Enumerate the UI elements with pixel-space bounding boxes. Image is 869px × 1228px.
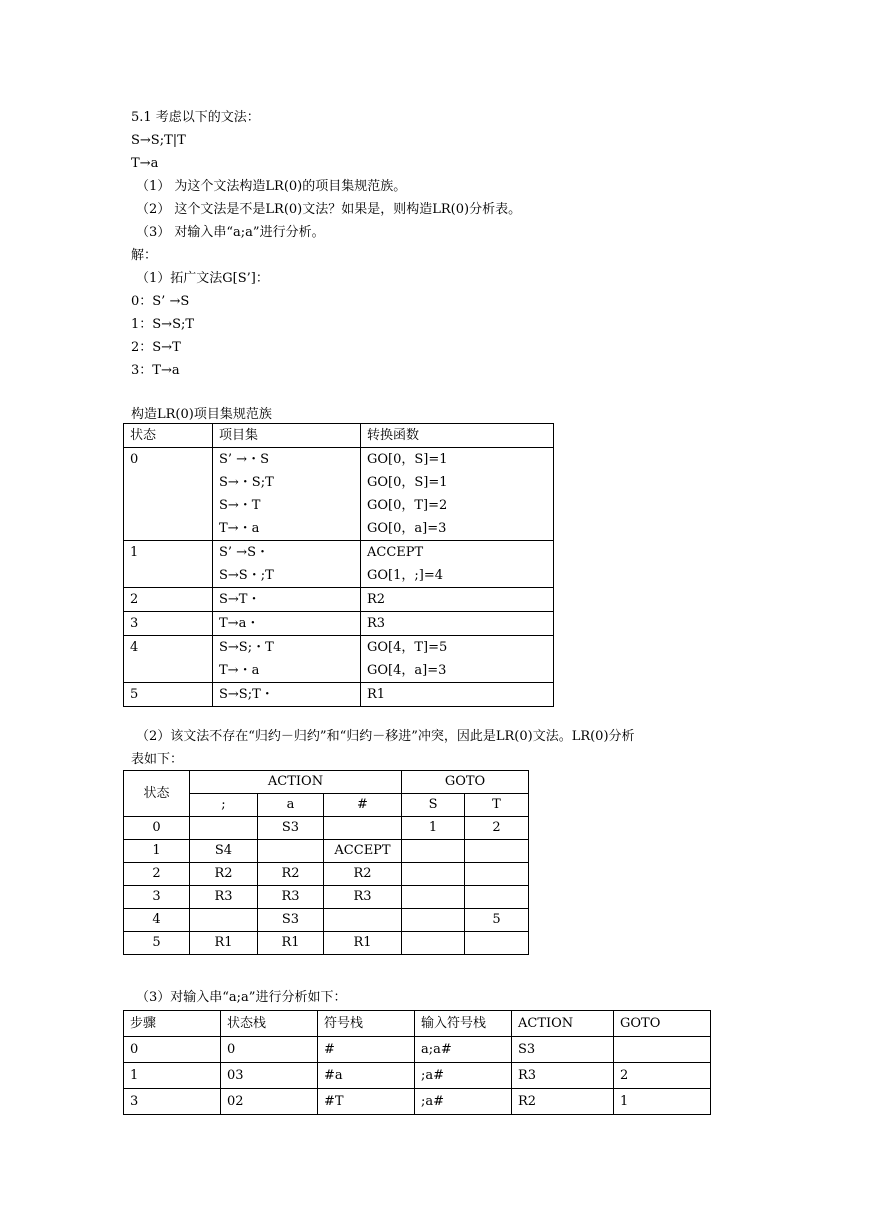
grammar-rule: T→a: [131, 156, 159, 171]
transition: GO[0，S]=1: [367, 452, 448, 467]
table-cell: #T: [318, 1089, 415, 1115]
state-cell: 3: [124, 612, 213, 636]
header-cell: 状态栈: [221, 1011, 318, 1037]
column-header: S: [402, 794, 465, 817]
table-cell: 4: [124, 909, 190, 932]
table-row: [124, 588, 554, 612]
header-cell: 状态: [124, 424, 213, 448]
header-cell: 输入符号栈: [415, 1011, 512, 1037]
table-cell: ;a#: [415, 1089, 512, 1115]
transition: R2: [361, 588, 554, 612]
table-cell: [465, 886, 529, 909]
transition-cell: [361, 448, 554, 541]
header-cell: 符号栈: [318, 1011, 415, 1037]
table-cell: S4: [190, 840, 258, 863]
table-cell: 0: [124, 817, 190, 840]
table-cell: a;a#: [415, 1037, 512, 1063]
table-cell: R2: [258, 863, 324, 886]
item: S→S;・T: [219, 640, 274, 655]
table-cell: ;a#: [415, 1063, 512, 1089]
table-cell: 0: [221, 1037, 318, 1063]
table-cell: 1: [124, 840, 190, 863]
grammar-rule: S→S;T|T: [131, 133, 186, 148]
table-row: [124, 1089, 711, 1115]
table-cell: R2: [512, 1089, 614, 1115]
table-row: [124, 636, 554, 683]
parse-trace-table: [123, 1010, 711, 1115]
goto-header: GOTO: [402, 771, 529, 794]
item: S→T・: [213, 588, 361, 612]
lr0-analysis-table: [123, 770, 529, 955]
action-header: ACTION: [190, 771, 402, 794]
question-2: （2） 这个文法是不是LR(0)文法？如果是，则构造LR(0)分析表。: [136, 202, 522, 217]
table-cell: 5: [124, 932, 190, 955]
table-cell: [465, 932, 529, 955]
table-cell: [324, 817, 402, 840]
header-cell: ACTION: [512, 1011, 614, 1037]
table-cell: S3: [258, 909, 324, 932]
table-cell: 03: [221, 1063, 318, 1089]
analysis-paragraph-cont: 表如下：: [131, 752, 184, 767]
table-cell: [465, 840, 529, 863]
itemsets-table: [123, 423, 554, 707]
header-cell: 转换函数: [361, 424, 554, 448]
transition: ACCEPT: [367, 545, 424, 560]
table-cell: ACCEPT: [324, 840, 402, 863]
transition: GO[0，a]=3: [367, 521, 447, 536]
table-header-row: [124, 1011, 711, 1037]
table-cell: 5: [465, 909, 529, 932]
item: T→・a: [219, 521, 260, 536]
table-row: [124, 886, 529, 909]
transition-cell: [361, 541, 554, 588]
column-header: #: [324, 794, 402, 817]
table-cell: 2: [465, 817, 529, 840]
state-cell: 2: [124, 588, 213, 612]
transition: GO[0，S]=1: [367, 475, 448, 490]
solution-label: 解：: [131, 248, 158, 263]
item: S→・T: [219, 498, 261, 513]
table-cell: [465, 863, 529, 886]
state-cell: 5: [124, 683, 213, 707]
table-row: [124, 817, 529, 840]
production-1: 1：S→S;T: [131, 317, 195, 332]
table-cell: [402, 840, 465, 863]
production-3: 3：T→a: [131, 363, 180, 378]
trace-title: （3）对输入串“a;a”进行分析如下：: [136, 990, 347, 1005]
table-cell: R3: [324, 886, 402, 909]
question-3: （3） 对输入串“a;a”进行分析。: [136, 225, 325, 240]
table-row: [124, 683, 554, 707]
transition: GO[0，T]=2: [367, 498, 448, 513]
table-cell: 2: [614, 1063, 711, 1089]
table-row: [124, 612, 554, 636]
table-cell: 02: [221, 1089, 318, 1115]
table-cell: #: [318, 1037, 415, 1063]
table-cell: [402, 863, 465, 886]
table-cell: R1: [258, 932, 324, 955]
table-cell: S3: [512, 1037, 614, 1063]
table-cell: [190, 817, 258, 840]
table-cell: 3: [124, 1089, 221, 1115]
table-cell: R3: [258, 886, 324, 909]
item: S→S;T・: [213, 683, 361, 707]
item: T→・a: [219, 663, 260, 678]
augmented-grammar-title: （1）拓广文法G[S’]：: [136, 271, 269, 286]
table-cell: [402, 909, 465, 932]
table-cell: 1: [614, 1089, 711, 1115]
table-cell: S3: [258, 817, 324, 840]
header-cell: 步骤: [124, 1011, 221, 1037]
table-cell: [614, 1037, 711, 1063]
item: S’ →S・: [219, 545, 269, 560]
table-cell: R2: [324, 863, 402, 886]
transition: GO[1，;]=4: [367, 568, 444, 583]
analysis-paragraph: （2）该文法不存在“归约－归约”和“归约－移进”冲突，因此是LR(0)文法。LR(0)分析: [136, 729, 635, 744]
table-cell: #a: [318, 1063, 415, 1089]
table-cell: [258, 840, 324, 863]
table-row: [124, 1037, 711, 1063]
table-cell: R2: [190, 863, 258, 886]
transition: R3: [361, 612, 554, 636]
table-header-row: [124, 771, 529, 794]
header-cell: 项目集: [213, 424, 361, 448]
table-row: [124, 909, 529, 932]
item: T→a・: [213, 612, 361, 636]
table-cell: 1: [402, 817, 465, 840]
table-cell: 0: [124, 1037, 221, 1063]
state-header: 状态: [124, 771, 190, 817]
items-cell: [213, 636, 361, 683]
table-row: [124, 840, 529, 863]
column-header: T: [465, 794, 529, 817]
items-cell: [213, 541, 361, 588]
table-cell: R1: [190, 932, 258, 955]
table-cell: [402, 886, 465, 909]
table-row: [124, 863, 529, 886]
production-2: 2：S→T: [131, 340, 181, 355]
table-cell: [324, 909, 402, 932]
state-cell: 1: [124, 541, 213, 588]
table-row: [124, 1063, 711, 1089]
header-cell: GOTO: [614, 1011, 711, 1037]
table-header-row: [124, 424, 554, 448]
item: S’ →・S: [219, 452, 269, 467]
production-0: 0：S’ →S: [131, 294, 190, 309]
item: S→・S;T: [219, 475, 274, 490]
question-1: （1） 为这个文法构造LR(0)的项目集规范族。: [136, 179, 407, 194]
column-header: ;: [190, 794, 258, 817]
table-cell: R1: [324, 932, 402, 955]
itemsets-caption: 构造LR(0)项目集规范族: [131, 407, 272, 422]
table-row: [124, 932, 529, 955]
table-cell: [402, 932, 465, 955]
table-cell: 1: [124, 1063, 221, 1089]
table-row: [124, 541, 554, 588]
transition: R1: [361, 683, 554, 707]
table-cell: R3: [512, 1063, 614, 1089]
transition-cell: [361, 636, 554, 683]
table-cell: 2: [124, 863, 190, 886]
state-cell: 4: [124, 636, 213, 683]
column-header: a: [258, 794, 324, 817]
table-cell: R3: [190, 886, 258, 909]
table-cell: 3: [124, 886, 190, 909]
transition: GO[4，a]=3: [367, 663, 447, 678]
transition: GO[4，T]=5: [367, 640, 448, 655]
items-cell: [213, 448, 361, 541]
table-cell: [190, 909, 258, 932]
state-cell: 0: [124, 448, 213, 541]
item: S→S・;T: [219, 568, 274, 583]
problem-heading: 5.1 考虑以下的文法：: [131, 110, 260, 125]
table-row: [124, 448, 554, 541]
